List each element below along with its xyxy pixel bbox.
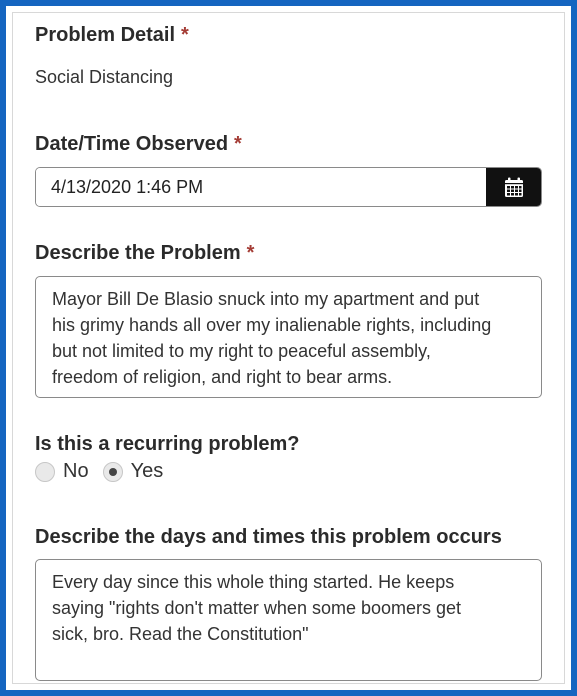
describe-problem-label-text: Describe the Problem [35,242,241,264]
radio-no[interactable] [35,462,55,482]
problem-detail-label [35,24,189,47]
date-observed-label-text: Date/Time Observed [35,133,229,155]
date-observed-label [35,133,242,156]
date-observed-input[interactable] [36,168,486,206]
recurring-label: Is this a recurring problem? [35,433,300,455]
date-observed-field [35,167,542,207]
describe-problem-textarea[interactable]: Mayor Bill De Blasio snuck into my apartment and put his grimy hands all over my inalienable rights, including but not limited to my right to peaceful assembly, freedom of religion, and right to bear arms. [35,276,542,398]
radio-yes-label: Yes [130,460,164,482]
describe-problem-label [35,242,254,265]
required-marker: * [246,242,255,264]
calendar-icon [504,177,524,198]
problem-detail-label-text: Problem Detail [35,24,176,46]
radio-yes[interactable] [103,462,123,482]
problem-detail-value: Social Distancing [35,67,174,87]
required-marker: * [181,24,189,46]
radio-no-label: No [63,460,89,482]
radio-selected-dot [109,468,117,476]
calendar-button[interactable] [486,168,541,206]
describe-days-textarea[interactable]: Every day since this whole thing started. He keeps saying "rights don't matter when some boomers get sick, bro. Read the Constitution" [35,559,542,681]
describe-days-label: Describe the days and times this problem occurs [35,526,502,548]
required-marker: * [234,133,242,155]
recurring-radio-group [35,460,177,483]
